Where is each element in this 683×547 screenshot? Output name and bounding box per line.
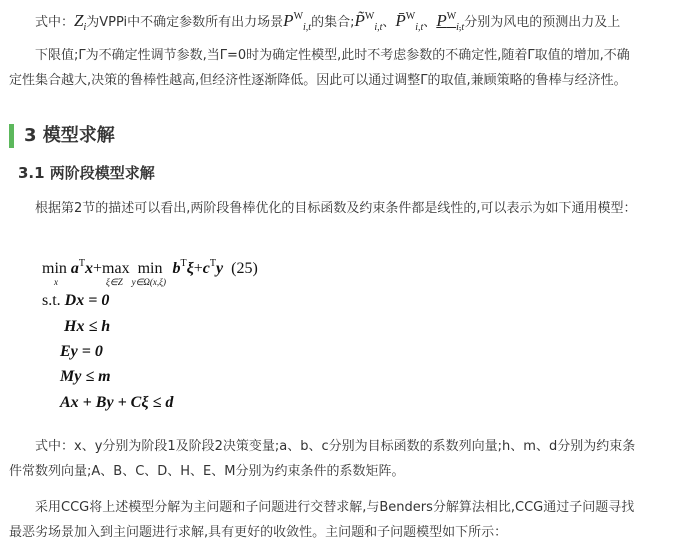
var-xi: ξ	[186, 260, 194, 277]
sup-t: T	[209, 258, 217, 269]
objective-equation	[42, 258, 258, 287]
symbol-p-bar: P̄$^W_{i,t}$	[395, 11, 424, 33]
constraint-3: Ey = 0	[60, 343, 103, 360]
section-heading: 3 模型求解	[9, 124, 115, 148]
constraint-1	[42, 292, 109, 310]
text-run: 、	[423, 15, 437, 30]
coef-b: b	[172, 260, 181, 277]
paragraph-4-line-2: 最恶劣场景加入到主问题进行求解,具有更好的收敛性。主问题和子问题模型如下所示：	[9, 525, 508, 540]
paragraph-1-line-3: 定性集合越大,决策的鲁棒性越高,但经济性逐渐降低。因此可以通过调整Γ的取值,兼顾策略的鲁棒与经济性。	[9, 73, 627, 88]
text-run: 分别为风电的预测出力及上	[464, 15, 621, 30]
symbol-z: $Z_i$	[74, 11, 87, 33]
text-run: 、	[382, 15, 396, 30]
constraint-2: Hx ≤ h	[64, 318, 111, 335]
sup-t: T	[78, 258, 85, 269]
var-y: y	[216, 260, 224, 277]
min-subscript: x	[54, 277, 58, 287]
constraint-4: My ≤ m	[60, 368, 111, 385]
symbol-p: $P^W_{i,t}$	[283, 11, 312, 33]
symbol-p-tilde: P̃$^W_{i,t}$	[354, 11, 383, 33]
paragraph-3-line-1: 式中：x、y分别为阶段1及阶段2决策变量;a、b、c分别为目标函数的系数列向量;h、m、d分别为约束条	[35, 439, 636, 454]
coef-a: a	[70, 260, 79, 277]
text-run: 式中：	[35, 15, 75, 30]
min-operator-2: min	[137, 260, 163, 277]
constraint-5: Ax + By + Cξ ≤ d	[60, 394, 174, 411]
coef-c: c	[202, 260, 210, 277]
paragraph-3-line-2: 件常数列向量;A、B、C、D、H、E、M分别为约束条件的系数矩阵。	[9, 464, 405, 479]
max-subscript: ξ∈Z	[106, 277, 123, 287]
equation-number: (25)	[231, 260, 258, 277]
subject-to: s.t.	[42, 292, 61, 309]
min2-subscript: y∈Ω(x,ξ)	[131, 277, 167, 287]
plus-sign: +	[193, 260, 203, 277]
max-operator: max	[102, 260, 130, 277]
paragraph-2: 根据第2节的描述可以看出,两阶段鲁棒优化的目标函数及约束条件都是线性的,可以表示为如下通用模型：	[35, 201, 637, 216]
constraint-text: Dx = 0	[64, 292, 110, 309]
subsection-heading: 3.1 两阶段模型求解	[18, 164, 155, 182]
min-operator: min	[42, 260, 67, 277]
plus-sign: +	[93, 260, 103, 277]
text-run: 为VPPi中不确定参数所有出力场景	[86, 15, 284, 30]
paragraph-1-line-1	[9, 4, 677, 40]
paragraph-1-line-2: 下限值;Γ为不确定性调节参数,当Γ=0时为确定性模型,此时不考虑参数的不确定性,随着Γ取值的增加,不确	[35, 48, 630, 63]
symbol-p-under: $P^W_{i,t}$	[436, 11, 465, 33]
text-run: 的集合;	[311, 15, 355, 30]
paragraph-4-line-1: 采用CCG将上述模型分解为主问题和子问题进行交替求解,与Benders分解算法相比,CCG通过子问题寻找	[35, 500, 635, 515]
var-x: x	[85, 260, 93, 277]
sup-t: T	[180, 258, 187, 269]
